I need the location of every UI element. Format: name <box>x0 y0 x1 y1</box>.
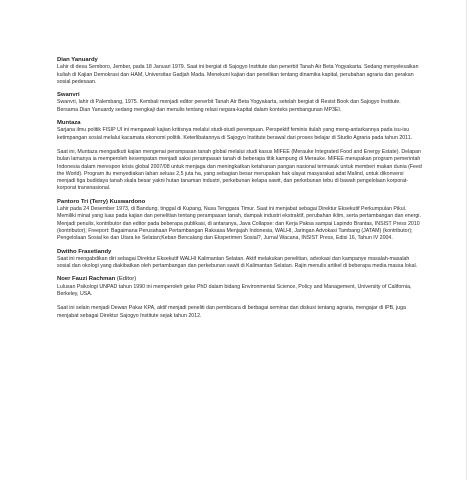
page-edge-line <box>466 0 470 480</box>
bio-role: (Editor) <box>116 276 137 283</box>
bio-paragraph: Lulusan Psikologi UNPAD tahun 1990 ini memperoleh gelar PhD dalam bidang Environmental Science, Policy and Management, University of California, Berkeley, USA. <box>57 283 412 298</box>
bio-paragraph: Saat ini, Muntaza mengadkuti kajian mengenai perampasan tanah global melalui studi kasus MIFEE (Merauke Integrated Food and Energy Estate). Delapan bulan lamanya ia memperoleh kesempatan menjadi saksi perampasan tanah di beberapa titik kampung di Merauke. MIFEE merupakan program pemerintah Indonesia dalam merespon krisis global 2007/08 untuk menjaga dan meningkatkan ketahanan pangan nasional termasuk untuk memberi makan dunia (Feed the World). Program itu menyediakan lahan seluas 2,5 juta ha, yang sebagian besar merupakan hak ulayat masyarakat adat Malind, untuk dikonversi menjadi tiga budidaya tanah skala besar yakni hutan tanaman industri, perkebunan kelapa sawit, dan perkebunan tebu di bawah pengelolaan korporat-korporat transnasional. <box>57 148 422 192</box>
bio-name: Pantoro Tri (Terry) Kuswardono <box>57 198 146 205</box>
bio-paragraph: Saat ini selain menjadi Dewan Pakar KPA, aktif menjadi peneliti dan pembicara di berbagai seminar dan diskusi tentang agraria, mengajar di IPB, juga menjabat sebagai Direktur Sajogyo Institute sejak tahun 2012. <box>57 305 406 319</box>
bio-paragraph: Saat ini mengabdikan diri sebagai Direktur Eksekutif WALHI Kalimantan Selatan. Aktif melakukan penelitian, advokasi dan kampanye masalah-masalah sosial dan okologi yang diakibatkan oleh pertambangan dan perkebunan sawit di Kalimantan Selatan. Rajin menulis artikel di beberapa media massa lokal. <box>57 255 418 270</box>
bio-swanvri <box>57 92 423 114</box>
bio-paragraph: Lahir di desa Semboro, Jember, pada 18 Januari 1979. Saat ini bergiat di Sajogyo Institute dan penerbit Tanah Air Beta Yogyakarta. Sedang menyelesaikan kuliah di Kajian Demokrasi dan HAM, Universitas Gadjah Mada. Menekuni kajian dan penelitian tentang dinamika kapital, perubahan agraria dan gerakan sosial pedesaan. <box>57 64 419 85</box>
bio-paragraph: Swanvri, lahir di Palembang, 1975. Kembali menjadi editor penerbit Tanah Air Beta Yogyakarta, setelah bergiat di Resist Book dan Sajogyo Institute. Bersama Dian Yanuardy sedang mengkaji dan menulis tentang relasi negara-kapital dalam konteks pembangunan MP3EI. <box>57 99 401 113</box>
bio-noer-fauzi-rachman <box>57 276 423 319</box>
bio-name: Swanvri <box>57 92 80 99</box>
bio-muntaza <box>57 120 423 193</box>
bio-name: Noer Fauzi Rachman (Editor) <box>57 276 137 283</box>
bio-name: Dwitho Frasetiandy <box>57 248 112 255</box>
contributors-page <box>57 57 423 326</box>
bio-paragraph: Sarjana ilmu politik FISIP UI ini mengawali kajian kritisnya melalui studi-studi perempuan. Perspektif feminis itulah yang meng-antarkannya pada isu-isu ketimpangan sosial melalui kacamata ekonomi politik. Keterlibatannya di Sajogyo Institute berawal dari proses belajar di Studio Agraria pada tahun 2011. <box>57 127 413 141</box>
bio-name: Muntaza <box>57 120 81 127</box>
bio-pantoro-tri-kuswardono <box>57 199 423 243</box>
bio-paragraph: Lahir pada 24 Desember 1973, di Bandung, tinggal di Kupang, Nusa Tenggara Timur. Saat ini menjabat sebagai Direktur Eksekutif Perkumpulan Pikul. Memiliki minat yang luas pada kajian dan penelitian tentang perampasan tanah, dampak industri ekstraktif, perubahan iklim, serta pertambangan dan energi. Menjadi penulis, kontributor dan editor pada beberapa publikasi, di antaranya, Java Collapse: dan Kerja Paksa sampai Lapindo Brantas, INSIST Press 2010 (kontributor); Freeport: Bagaimana Perusahaan Pertambangan Raksasa Menjajah Indonesia, WALHI, Jaringan Advokasi Tambang (JATAM) (kontributor); Pengelolaan Sosial ke dan Utara ke Selatan;Keban Bencalang dan Eksperimen Sosial?, Jurnal Wacana, INSIST Press, Edisi 16, Tahun IV 2004. <box>57 206 421 242</box>
bio-name: Dian Yanuardy <box>57 57 98 63</box>
bio-dian-yanuardy <box>57 57 423 86</box>
bio-dwitho-frasetiandy <box>57 249 423 271</box>
